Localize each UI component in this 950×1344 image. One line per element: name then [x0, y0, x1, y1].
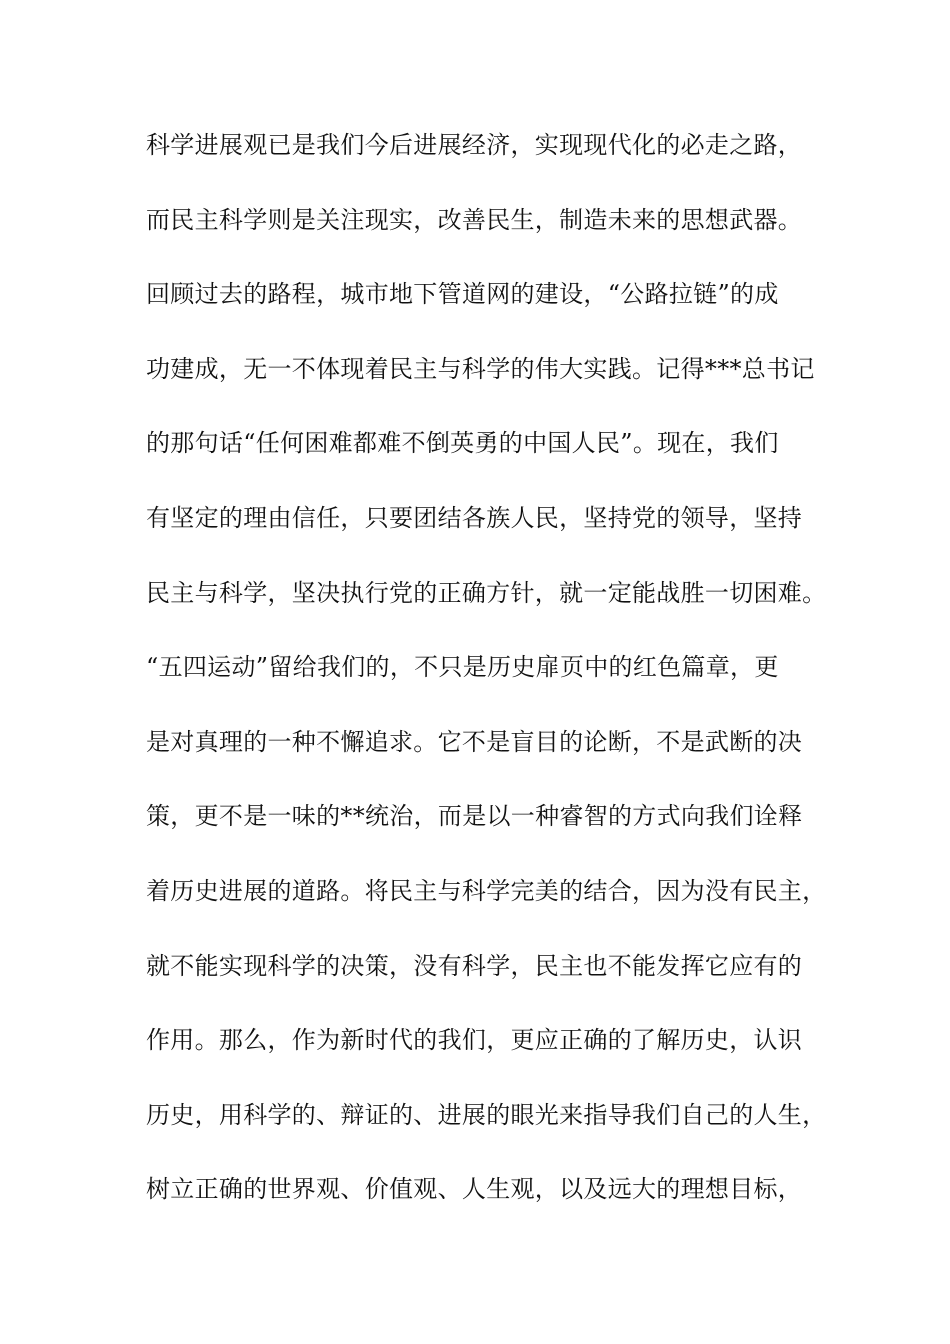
text-line: 的那句话“任何困难都难不倒英勇的中国人民”。现在，我们	[146, 429, 779, 458]
text-line: 是对真理的一种不懈追求。它不是盲目的论断，不是武断的决	[146, 727, 803, 756]
text-line: 历史，用科学的、辩证的、进展的眼光来指导我们自己的人生，	[146, 1100, 827, 1129]
text-line: 科学进展观已是我们今后进展经济，实现现代化的必走之路，	[146, 131, 803, 159]
text-line: 回顾过去的路程，城市地下管道网的建设，“公路拉链”的成	[146, 280, 779, 309]
text-line: “五四运动”留给我们的，不只是历史扉页中的红色篇章，更	[146, 653, 779, 682]
text-line: 作用。那么，作为新时代的我们，更应正确的了解历史，认识	[146, 1026, 803, 1055]
text-line: 着历史进展的道路。将民主与科学完美的结合，因为没有民主，	[146, 876, 827, 905]
text-line: 功建成，无一不体现着民主与科学的伟大实践。记得***总书记	[146, 354, 815, 383]
body-text	[146, 128, 836, 1247]
text-line: 树立正确的世界观、价值观、人生观，以及远大的理想目标，	[146, 1175, 803, 1204]
text-line: 有坚定的理由信任，只要团结各族人民，坚持党的领导，坚持	[146, 503, 803, 532]
text-line: 而民主科学则是关注现实，改善民生，制造未来的思想武器。	[146, 205, 803, 234]
text-line: 就不能实现科学的决策，没有科学，民主也不能发挥它应有的	[146, 951, 803, 980]
text-line: 策，更不是一味的**统治，而是以一种睿智的方式向我们诠释	[146, 802, 803, 831]
text-line: 民主与科学，坚决执行党的正确方针，就一定能战胜一切困难。	[146, 578, 827, 607]
